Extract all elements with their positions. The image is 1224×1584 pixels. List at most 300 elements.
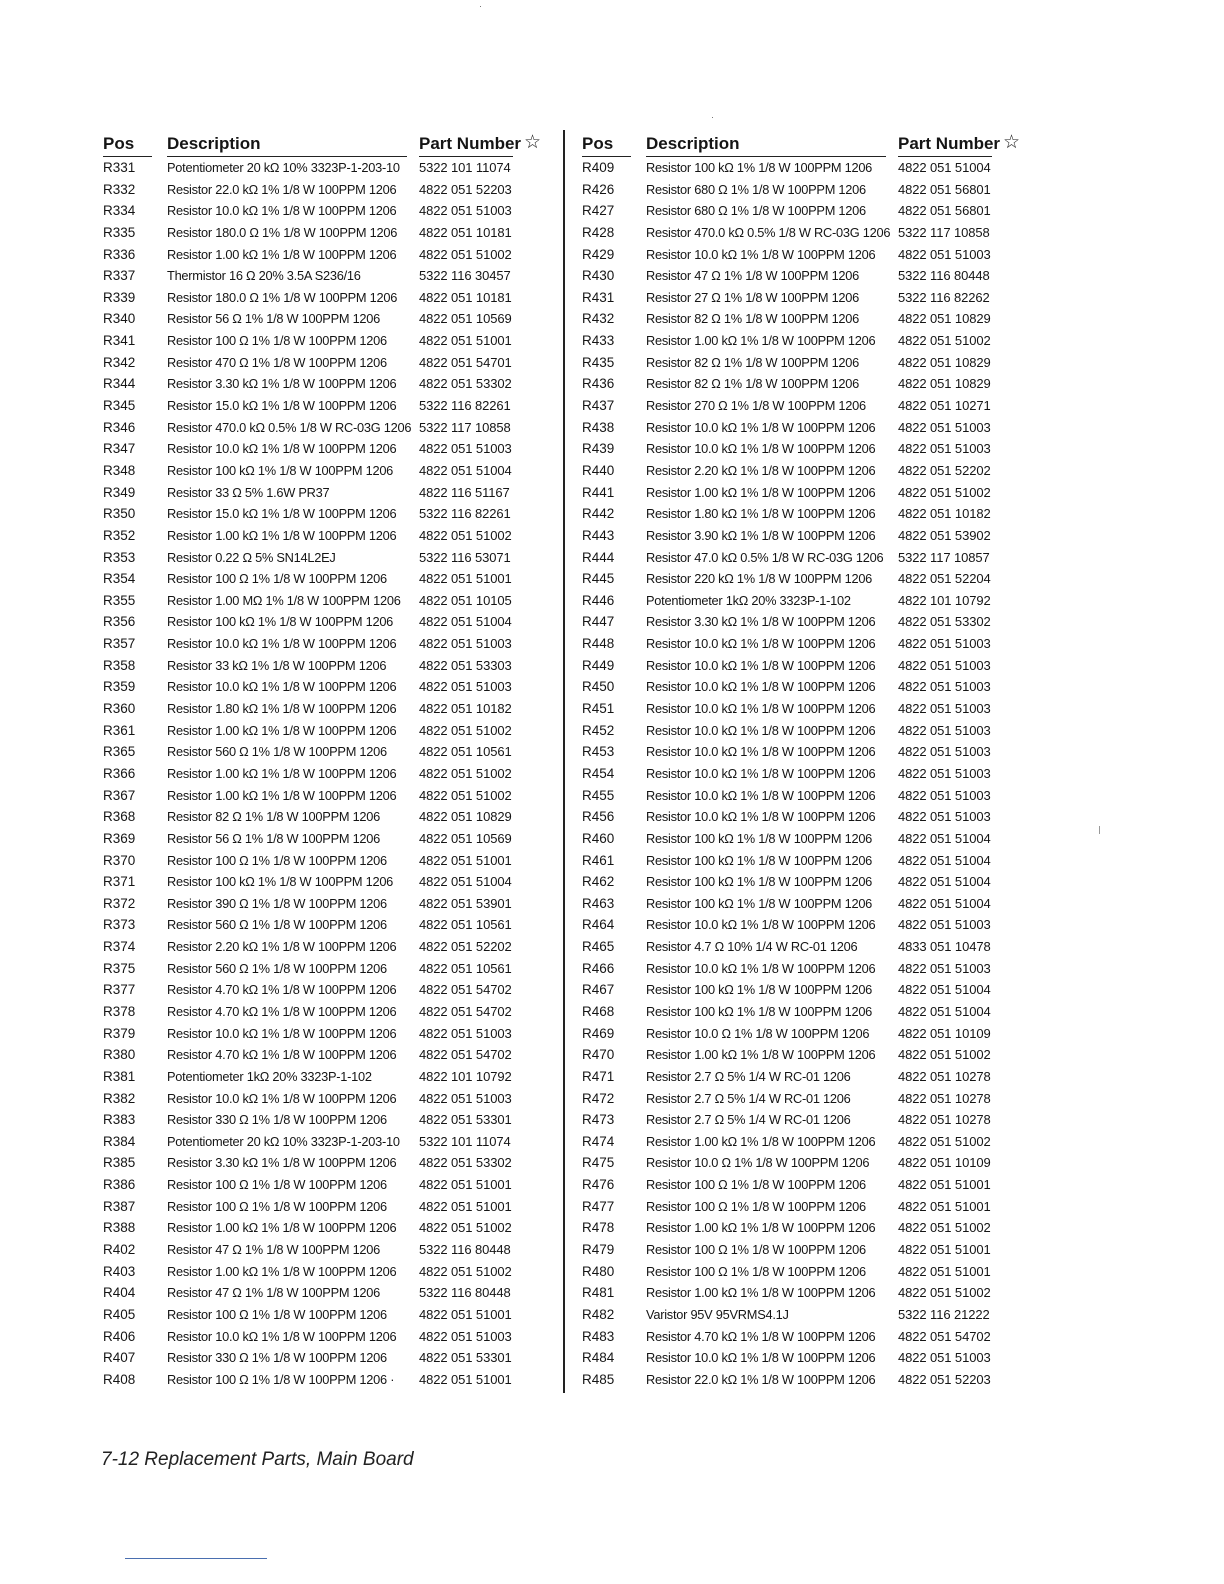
- cell-part-number: 4822 051 54701: [419, 354, 512, 370]
- table-row: [103, 265, 543, 287]
- cell-part-number: 4822 051 51002: [898, 1220, 991, 1236]
- cell-part-number: 4822 051 10829: [898, 311, 991, 327]
- table-body: [103, 157, 543, 1391]
- cell-part-number: 4822 051 51001: [898, 1198, 991, 1214]
- cell-pos: R370: [103, 852, 136, 868]
- table-row: [582, 1152, 1022, 1174]
- cell-part-number: 4822 051 10181: [419, 224, 512, 240]
- cell-pos: R464: [582, 917, 615, 933]
- cell-part-number: 4822 051 51002: [419, 1263, 512, 1279]
- cell-description: Resistor 10.0 kΩ 1% 1/8 W 100PPM 1206: [646, 917, 876, 933]
- cell-description: Resistor 10.0 kΩ 1% 1/8 W 100PPM 1206: [646, 441, 876, 457]
- cell-pos: R383: [103, 1112, 136, 1128]
- table-row: [103, 1174, 543, 1196]
- cell-description: Thermistor 16 Ω 20% 3.5A S236/16: [167, 268, 361, 284]
- cell-description: Resistor 10.0 kΩ 1% 1/8 W 100PPM 1206: [646, 246, 876, 262]
- header-pos: Pos: [582, 134, 614, 153]
- table-row: [582, 308, 1022, 330]
- cell-description: Resistor 82 Ω 1% 1/8 W 100PPM 1206: [646, 376, 860, 392]
- cell-description: Resistor 100 kΩ 1% 1/8 W 100PPM 1206: [646, 830, 873, 846]
- cell-pos: R438: [582, 419, 615, 435]
- cell-part-number: 4822 051 51003: [898, 657, 991, 673]
- cell-description: Resistor 4.70 kΩ 1% 1/8 W 100PPM 1206: [167, 1003, 397, 1019]
- cell-part-number: 4822 051 51003: [419, 1328, 512, 1344]
- cell-part-number: 4822 051 51003: [898, 1350, 991, 1366]
- cell-part-number: 5322 101 11074: [419, 1133, 511, 1149]
- cell-description: Resistor 22.0 kΩ 1% 1/8 W 100PPM 1206: [167, 181, 397, 197]
- cell-part-number: 4822 051 10271: [898, 398, 991, 414]
- cell-part-number: 4822 051 51003: [419, 441, 512, 457]
- table-row: [582, 200, 1022, 222]
- table-row: [103, 1369, 543, 1391]
- cell-part-number: 4822 051 51003: [898, 765, 991, 781]
- cell-pos: R372: [103, 895, 136, 911]
- table-row: [582, 395, 1022, 417]
- table-row: [582, 893, 1022, 915]
- cell-description: Resistor 100 kΩ 1% 1/8 W 100PPM 1206: [167, 874, 394, 890]
- cell-pos: R467: [582, 982, 615, 998]
- cell-part-number: 5322 116 30457: [419, 268, 511, 284]
- cell-pos: R336: [103, 246, 136, 262]
- table-row: [103, 373, 543, 395]
- cell-description: Resistor 1.80 kΩ 1% 1/8 W 100PPM 1206: [646, 506, 876, 522]
- cell-pos: R475: [582, 1155, 615, 1171]
- cell-pos: R331: [103, 160, 136, 175]
- table-row: [103, 1023, 543, 1045]
- table-row: [103, 1261, 543, 1283]
- cell-pos: R437: [582, 398, 615, 414]
- cell-part-number: 4822 051 53302: [419, 1155, 512, 1171]
- cell-description: Resistor 560 Ω 1% 1/8 W 100PPM 1206: [167, 960, 387, 976]
- cell-part-number: 4822 051 51002: [419, 246, 512, 262]
- cell-part-number: 4822 051 10829: [898, 354, 991, 370]
- parts-table-left: [103, 131, 543, 1391]
- cell-pos: R432: [582, 311, 615, 327]
- cell-pos: R378: [103, 1003, 136, 1019]
- cell-part-number: 4822 051 10278: [898, 1068, 991, 1084]
- table-row: [582, 720, 1022, 742]
- table-row: [582, 1304, 1022, 1326]
- cell-pos: R449: [582, 657, 615, 673]
- table-row: [582, 244, 1022, 266]
- cell-pos: R332: [103, 181, 136, 197]
- cell-part-number: 4822 051 53301: [419, 1112, 512, 1128]
- table-row: [582, 1326, 1022, 1348]
- cell-part-number: 4822 051 10109: [898, 1155, 991, 1171]
- table-row: [582, 741, 1022, 763]
- cell-pos: R373: [103, 917, 136, 933]
- table-row: [103, 828, 543, 850]
- cell-description: Resistor 4.70 kΩ 1% 1/8 W 100PPM 1206: [167, 982, 397, 998]
- cell-pos: R337: [103, 268, 136, 284]
- cell-description: Resistor 100 Ω 1% 1/8 W 100PPM 1206: [646, 1177, 866, 1193]
- cell-pos: R470: [582, 1047, 615, 1063]
- cell-part-number: 4822 051 51001: [419, 571, 512, 587]
- cell-part-number: 4822 051 10181: [419, 289, 512, 305]
- cell-pos: R342: [103, 354, 136, 370]
- cell-description: Resistor 560 Ω 1% 1/8 W 100PPM 1206: [167, 917, 387, 933]
- cell-pos: R359: [103, 679, 136, 695]
- cell-description: Varistor 95V 95VRMS4.1J: [646, 1306, 789, 1322]
- header-description: Description: [167, 134, 261, 153]
- cell-part-number: 4822 051 54702: [419, 1003, 512, 1019]
- cell-pos: R481: [582, 1285, 615, 1301]
- cell-description: Resistor 3.90 kΩ 1% 1/8 W 100PPM 1206: [646, 527, 876, 543]
- cell-description: Resistor 10.0 kΩ 1% 1/8 W 100PPM 1206: [646, 960, 876, 976]
- cell-pos: R358: [103, 657, 136, 673]
- cell-description: Resistor 100 kΩ 1% 1/8 W 100PPM 1206: [646, 895, 873, 911]
- cell-description: Resistor 1.00 kΩ 1% 1/8 W 100PPM 1206: [646, 333, 876, 349]
- cell-description: Resistor 680 Ω 1% 1/8 W 100PPM 1206: [646, 203, 866, 219]
- cell-description: Resistor 100 Ω 1% 1/8 W 100PPM 1206: [167, 571, 387, 587]
- cell-part-number: 4822 051 51004: [898, 160, 991, 175]
- cell-part-number: 5322 117 10858: [419, 419, 511, 435]
- cell-pos: R402: [103, 1242, 136, 1258]
- cell-pos: R439: [582, 441, 615, 457]
- table-row: [582, 265, 1022, 287]
- cell-description: Resistor 10.0 kΩ 1% 1/8 W 100PPM 1206: [167, 203, 397, 219]
- cell-pos: R442: [582, 506, 615, 522]
- cell-pos: R455: [582, 787, 615, 803]
- cell-part-number: 4822 051 52204: [898, 571, 991, 587]
- cell-part-number: 4822 051 52203: [898, 1371, 991, 1387]
- cell-description: Resistor 4.7 Ω 10% 1/4 W RC-01 1206: [646, 939, 858, 955]
- cell-pos: R345: [103, 398, 136, 414]
- cell-pos: R368: [103, 809, 136, 825]
- cell-description: Resistor 1.00 kΩ 1% 1/8 W 100PPM 1206: [167, 246, 397, 262]
- table-row: [582, 1044, 1022, 1066]
- cell-part-number: 4822 051 51003: [898, 787, 991, 803]
- cell-part-number: 4822 051 10569: [419, 830, 512, 846]
- cell-pos: R377: [103, 982, 136, 998]
- cell-pos: R435: [582, 354, 615, 370]
- cell-pos: R485: [582, 1371, 615, 1387]
- cell-description: Resistor 10.0 kΩ 1% 1/8 W 100PPM 1206: [646, 701, 876, 717]
- cell-pos: R334: [103, 203, 136, 219]
- cell-part-number: 4833 051 10478: [898, 939, 991, 955]
- table-row: [103, 1217, 543, 1239]
- cell-description: Resistor 56 Ω 1% 1/8 W 100PPM 1206: [167, 830, 381, 846]
- cell-pos: R356: [103, 614, 136, 630]
- cell-pos: R387: [103, 1198, 136, 1214]
- cell-description: Resistor 82 Ω 1% 1/8 W 100PPM 1206: [167, 809, 381, 825]
- cell-part-number: 4822 051 51004: [898, 1003, 991, 1019]
- cell-part-number: 4822 051 56801: [898, 181, 991, 197]
- cell-pos: R465: [582, 939, 615, 955]
- cell-description: Resistor 2.20 kΩ 1% 1/8 W 100PPM 1206: [646, 462, 876, 478]
- table-row: [103, 503, 543, 525]
- cell-pos: R477: [582, 1198, 615, 1214]
- cell-description: Resistor 4.70 kΩ 1% 1/8 W 100PPM 1206: [167, 1047, 397, 1063]
- cell-part-number: 4822 051 51003: [898, 917, 991, 933]
- table-row: [582, 525, 1022, 547]
- cell-part-number: 4822 051 51001: [898, 1242, 991, 1258]
- table-row: [103, 1066, 543, 1088]
- table-row: [582, 1369, 1022, 1391]
- cell-part-number: 4822 051 51001: [419, 1306, 512, 1322]
- cell-pos: R354: [103, 571, 136, 587]
- cell-pos: R441: [582, 484, 615, 500]
- table-row: [103, 1196, 543, 1218]
- table-row: [103, 914, 543, 936]
- cell-part-number: 4822 051 51002: [419, 787, 512, 803]
- cell-part-number: 4822 051 51003: [898, 722, 991, 738]
- cell-part-number: 4822 051 51003: [898, 419, 991, 435]
- cell-part-number: 4822 051 51003: [898, 246, 991, 262]
- cell-description: Resistor 100 Ω 1% 1/8 W 100PPM 1206: [646, 1263, 866, 1279]
- cell-description: Resistor 100 kΩ 1% 1/8 W 100PPM 1206: [646, 160, 873, 175]
- cell-pos: R374: [103, 939, 136, 955]
- table-row: [582, 676, 1022, 698]
- table-row: [582, 828, 1022, 850]
- table-row: [103, 1131, 543, 1153]
- table-row: [103, 1044, 543, 1066]
- table-row: [103, 244, 543, 266]
- cell-part-number: 4822 051 52202: [898, 462, 991, 478]
- table-row: [582, 503, 1022, 525]
- cell-description: Resistor 1.00 kΩ 1% 1/8 W 100PPM 1206: [646, 1047, 876, 1063]
- table-row: [103, 222, 543, 244]
- cell-pos: R367: [103, 787, 136, 803]
- table-row: [103, 1304, 543, 1326]
- cell-part-number: 4822 051 51002: [898, 1133, 991, 1149]
- scan-speck: [1099, 826, 1100, 834]
- cell-pos: R479: [582, 1242, 615, 1258]
- cell-pos: R385: [103, 1155, 136, 1171]
- table-row: [103, 871, 543, 893]
- cell-part-number: 4822 051 53901: [419, 895, 512, 911]
- cell-description: Resistor 56 Ω 1% 1/8 W 100PPM 1206: [167, 311, 381, 327]
- cell-description: Resistor 1.00 kΩ 1% 1/8 W 100PPM 1206: [167, 787, 397, 803]
- table-row: [582, 806, 1022, 828]
- table-row: [582, 785, 1022, 807]
- cell-pos: R448: [582, 636, 615, 652]
- cell-description: Resistor 100 Ω 1% 1/8 W 100PPM 1206: [646, 1242, 866, 1258]
- cell-description: Resistor 10.0 Ω 1% 1/8 W 100PPM 1206: [646, 1025, 870, 1041]
- table-row: [582, 222, 1022, 244]
- cell-part-number: 4822 051 51001: [898, 1263, 991, 1279]
- cell-description: Resistor 180.0 Ω 1% 1/8 W 100PPM 1206: [167, 224, 398, 240]
- table-row: [103, 417, 543, 439]
- table-row: [103, 352, 543, 374]
- cell-part-number: 4822 051 10109: [898, 1025, 991, 1041]
- cell-part-number: 4822 051 51001: [419, 1371, 512, 1387]
- table-row: [582, 850, 1022, 872]
- cell-description: Resistor 0.22 Ω 5% SN14L2EJ: [167, 549, 336, 565]
- cell-description: Resistor 2.7 Ω 5% 1/4 W RC-01 1206: [646, 1068, 851, 1084]
- cell-description: Resistor 180.0 Ω 1% 1/8 W 100PPM 1206: [167, 289, 398, 305]
- cell-part-number: 4822 051 51004: [419, 614, 512, 630]
- star-icon: ☆: [524, 132, 542, 153]
- cell-pos: R371: [103, 874, 136, 890]
- cell-pos: R381: [103, 1068, 136, 1084]
- cell-part-number: 4822 051 56801: [898, 203, 991, 219]
- cell-pos: R355: [103, 592, 136, 608]
- cell-part-number: 4822 051 51003: [898, 701, 991, 717]
- table-row: [103, 525, 543, 547]
- cell-pos: R379: [103, 1025, 136, 1041]
- cell-description: Resistor 390 Ω 1% 1/8 W 100PPM 1206: [167, 895, 387, 911]
- cell-pos: R361: [103, 722, 136, 738]
- cell-pos: R478: [582, 1220, 615, 1236]
- cell-part-number: 5322 116 82261: [419, 398, 511, 414]
- table-row: [582, 1239, 1022, 1261]
- cell-pos: R404: [103, 1285, 136, 1301]
- table-row: [103, 1001, 543, 1023]
- cell-description: Resistor 2.20 kΩ 1% 1/8 W 100PPM 1206: [167, 939, 397, 955]
- cell-description: Resistor 470.0 kΩ 0.5% 1/8 W RC-03G 1206: [646, 224, 891, 240]
- table-row: [103, 785, 543, 807]
- cell-pos: R403: [103, 1263, 136, 1279]
- table-row: [582, 1131, 1022, 1153]
- cell-part-number: 4822 051 53302: [898, 614, 991, 630]
- cell-pos: R352: [103, 527, 136, 543]
- cell-part-number: 4822 051 51004: [898, 895, 991, 911]
- cell-description: Resistor 1.00 kΩ 1% 1/8 W 100PPM 1206: [167, 527, 397, 543]
- table-row: [103, 1152, 543, 1174]
- cell-description: Resistor 2.7 Ω 5% 1/4 W RC-01 1206: [646, 1090, 851, 1106]
- table-row: [103, 893, 543, 915]
- cell-part-number: 4822 051 51001: [419, 1198, 512, 1214]
- table-row: [103, 763, 543, 785]
- table-row: [582, 1261, 1022, 1283]
- cell-part-number: 4822 051 51004: [898, 852, 991, 868]
- cell-description: Resistor 1.00 kΩ 1% 1/8 W 100PPM 1206: [646, 1285, 876, 1301]
- cell-part-number: 4822 101 10792: [898, 592, 991, 608]
- cell-pos: R471: [582, 1068, 615, 1084]
- header-part-number: Part Number: [898, 134, 1001, 153]
- table-row: [582, 1023, 1022, 1045]
- cell-part-number: 4822 051 51003: [898, 636, 991, 652]
- cell-part-number: 4822 051 51003: [419, 1025, 512, 1041]
- table-row: [103, 1088, 543, 1110]
- cell-pos: R388: [103, 1220, 136, 1236]
- cell-part-number: 4822 051 10829: [898, 376, 991, 392]
- cell-description: Resistor 10.0 kΩ 1% 1/8 W 100PPM 1206: [646, 419, 876, 435]
- cell-part-number: 4822 051 51003: [419, 1090, 512, 1106]
- cell-description: Resistor 100 kΩ 1% 1/8 W 100PPM 1206: [646, 874, 873, 890]
- cell-description: Resistor 100 kΩ 1% 1/8 W 100PPM 1206: [167, 462, 394, 478]
- cell-part-number: 4822 051 51004: [898, 830, 991, 846]
- table-row: [103, 1239, 543, 1261]
- cell-part-number: 5322 101 11074: [419, 160, 511, 175]
- cell-part-number: 4822 051 51002: [898, 1285, 991, 1301]
- cell-pos: R461: [582, 852, 615, 868]
- cell-part-number: 4822 051 51003: [419, 636, 512, 652]
- table-row: [103, 1109, 543, 1131]
- cell-part-number: 5322 116 80448: [419, 1285, 511, 1301]
- cell-description: Resistor 33 Ω 5% 1.6W PR37: [167, 484, 330, 500]
- cell-description: Potentiometer 20 kΩ 10% 3323P-1-203-10: [167, 1133, 400, 1149]
- cell-pos: R444: [582, 549, 615, 565]
- page-footer: 7-12 Replacement Parts, Main Board: [101, 1449, 414, 1470]
- table-row: [582, 914, 1022, 936]
- cell-part-number: 4822 051 51003: [419, 679, 512, 695]
- cell-part-number: 4822 051 10829: [419, 809, 512, 825]
- cell-part-number: 4822 051 51003: [898, 809, 991, 825]
- cell-pos: R440: [582, 462, 615, 478]
- cell-description: Resistor 27 Ω 1% 1/8 W 100PPM 1206: [646, 289, 860, 305]
- table-header: [103, 131, 543, 157]
- cell-pos: R348: [103, 462, 136, 478]
- cell-description: Resistor 330 Ω 1% 1/8 W 100PPM 1206: [167, 1350, 387, 1366]
- cell-pos: R484: [582, 1350, 615, 1366]
- cell-pos: R386: [103, 1177, 136, 1193]
- table-row: [582, 547, 1022, 569]
- cell-pos: R407: [103, 1350, 136, 1366]
- cell-description: Resistor 100 Ω 1% 1/8 W 100PPM 1206: [167, 1198, 387, 1214]
- cell-part-number: 4822 051 10569: [419, 311, 512, 327]
- cell-description: Resistor 100 Ω 1% 1/8 W 100PPM 1206: [167, 852, 387, 868]
- cell-description: Resistor 10.0 kΩ 1% 1/8 W 100PPM 1206: [646, 679, 876, 695]
- cell-part-number: 4822 051 51002: [898, 333, 991, 349]
- cell-description: Resistor 47 Ω 1% 1/8 W 100PPM 1206: [167, 1285, 381, 1301]
- table-row: [582, 1001, 1022, 1023]
- cell-pos: R366: [103, 765, 136, 781]
- cell-description: Resistor 100 kΩ 1% 1/8 W 100PPM 1206: [646, 852, 873, 868]
- cell-part-number: 4822 051 51003: [898, 679, 991, 695]
- cell-pos: R451: [582, 701, 615, 717]
- cell-description: Potentiometer 1kΩ 20% 3323P-1-102: [646, 592, 851, 608]
- cell-part-number: 4822 051 51004: [419, 462, 512, 478]
- table-row: [582, 590, 1022, 612]
- table-row: [103, 157, 543, 179]
- cell-description: Resistor 47 Ω 1% 1/8 W 100PPM 1206: [646, 268, 860, 284]
- cell-pos: R480: [582, 1263, 615, 1279]
- cell-pos: R428: [582, 224, 615, 240]
- table-row: [582, 330, 1022, 352]
- cell-pos: R406: [103, 1328, 136, 1344]
- cell-description: Resistor 22.0 kΩ 1% 1/8 W 100PPM 1206: [646, 1371, 876, 1387]
- table-row: [582, 1196, 1022, 1218]
- cell-pos: R339: [103, 289, 136, 305]
- cell-description: Potentiometer 20 kΩ 10% 3323P-1-203-10: [167, 160, 400, 175]
- cell-pos: R426: [582, 181, 615, 197]
- cell-pos: R430: [582, 268, 615, 284]
- cell-pos: R409: [582, 160, 615, 175]
- cell-description: Resistor 2.7 Ω 5% 1/4 W RC-01 1206: [646, 1112, 851, 1128]
- table-row: [103, 633, 543, 655]
- cell-description: Resistor 470 Ω 1% 1/8 W 100PPM 1206: [167, 354, 387, 370]
- cell-part-number: 4822 051 51002: [419, 1220, 512, 1236]
- cell-description: Resistor 82 Ω 1% 1/8 W 100PPM 1206: [646, 311, 860, 327]
- cell-part-number: 4822 051 53902: [898, 527, 991, 543]
- cell-pos: R476: [582, 1177, 615, 1193]
- cell-description: Resistor 10.0 Ω 1% 1/8 W 100PPM 1206: [646, 1155, 870, 1171]
- cell-description: Resistor 270 Ω 1% 1/8 W 100PPM 1206: [646, 398, 866, 414]
- cell-description: Resistor 10.0 kΩ 1% 1/8 W 100PPM 1206: [646, 636, 876, 652]
- table-row: [103, 741, 543, 763]
- cell-part-number: 4822 051 51002: [898, 1047, 991, 1063]
- cell-part-number: 4822 051 52203: [419, 181, 512, 197]
- cell-pos: R365: [103, 744, 136, 760]
- cell-description: Resistor 10.0 kΩ 1% 1/8 W 100PPM 1206: [167, 1328, 397, 1344]
- table-row: [582, 936, 1022, 958]
- table-row: [103, 179, 543, 201]
- cell-pos: R405: [103, 1306, 136, 1322]
- cell-part-number: 4822 051 51001: [419, 852, 512, 868]
- cell-pos: R384: [103, 1133, 136, 1149]
- cell-pos: R380: [103, 1047, 136, 1063]
- cell-part-number: 4822 051 10278: [898, 1090, 991, 1106]
- cell-description: Resistor 100 kΩ 1% 1/8 W 100PPM 1206: [646, 1003, 873, 1019]
- cell-part-number: 4822 051 53303: [419, 657, 512, 673]
- cell-part-number: 4822 051 51003: [419, 203, 512, 219]
- table-row: [582, 373, 1022, 395]
- cell-description: Resistor 560 Ω 1% 1/8 W 100PPM 1206: [167, 744, 387, 760]
- cell-description: Resistor 3.30 kΩ 1% 1/8 W 100PPM 1206: [646, 614, 876, 630]
- cell-part-number: 5322 116 82262: [898, 289, 990, 305]
